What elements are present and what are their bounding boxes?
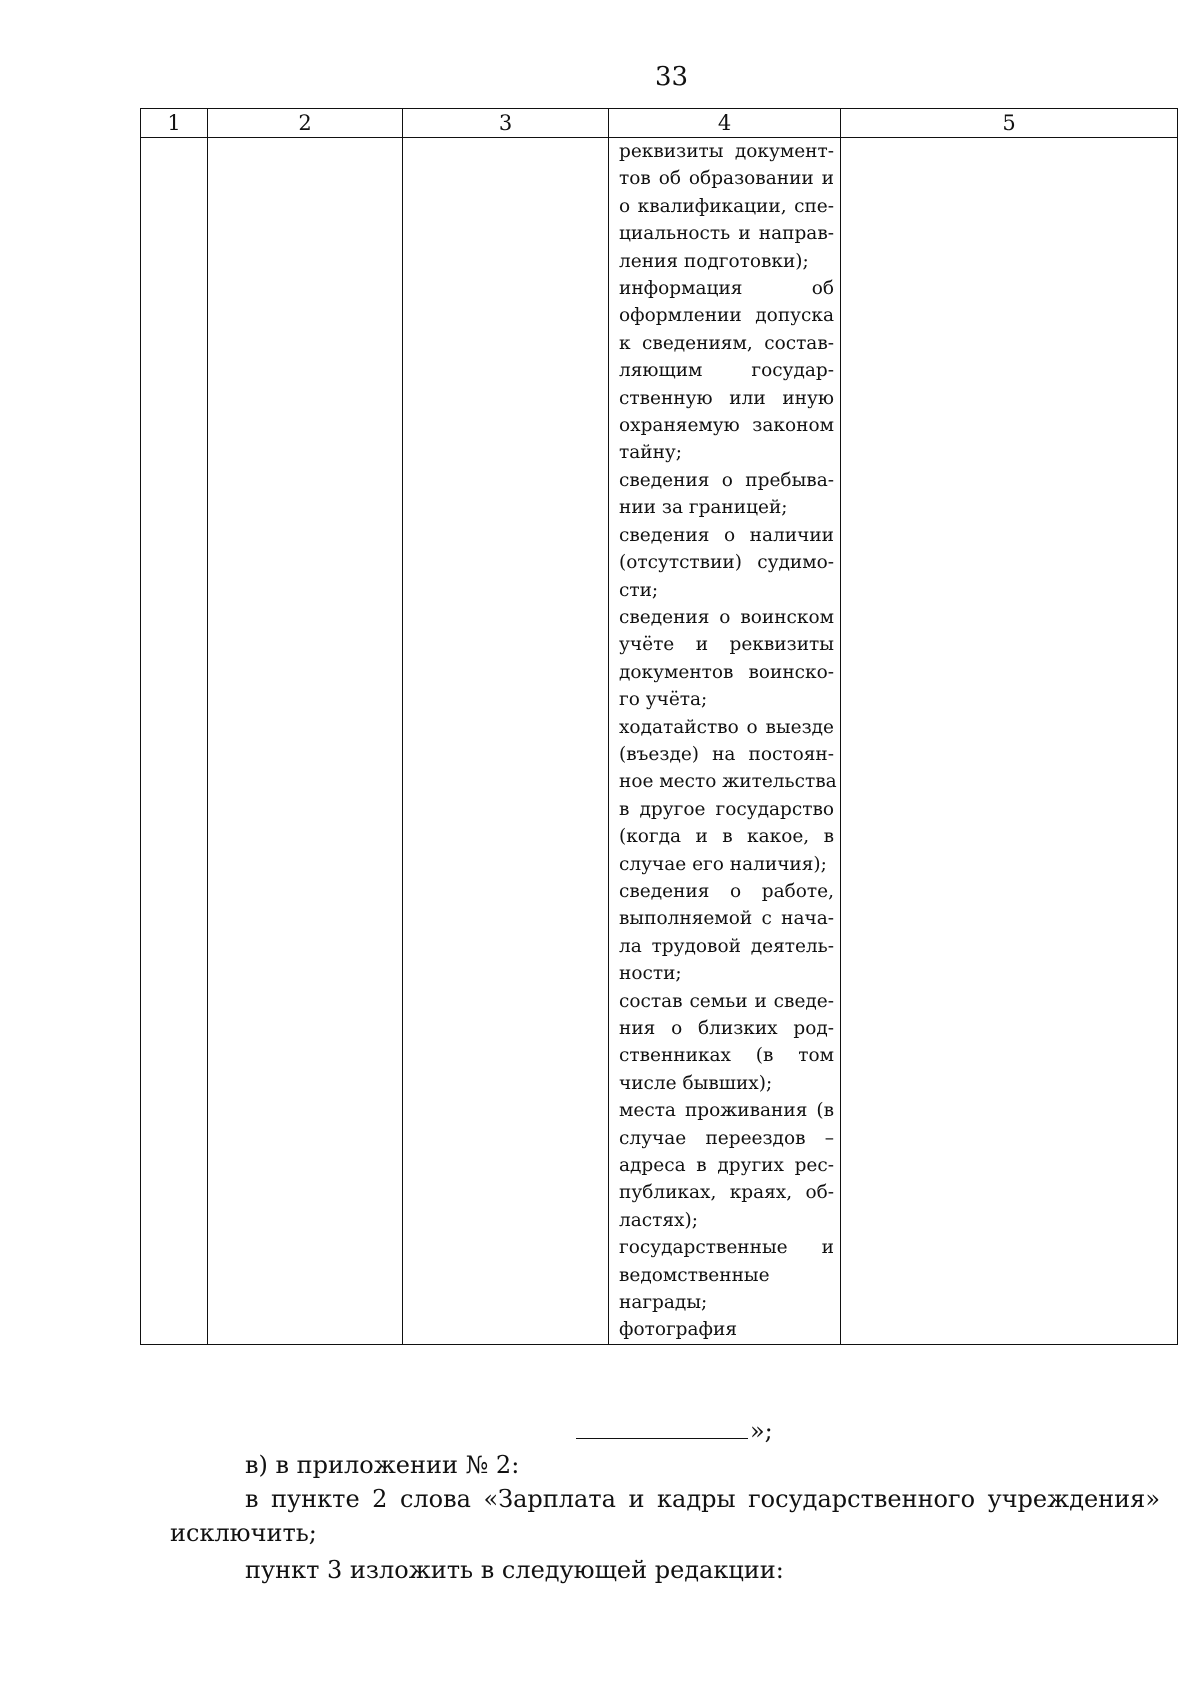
paragraph-point-3: пункт 3 изложить в следующей редакции: — [245, 1556, 784, 1584]
cell-col-3 — [403, 138, 609, 1345]
closing-quote-text: »; — [750, 1417, 773, 1445]
cell-text-line: ления подготовки); — [619, 250, 809, 272]
header-col-3: 3 — [403, 109, 609, 138]
paragraph-point-2 — [170, 1482, 1160, 1550]
cell-text-line: сведения о работе, — [619, 880, 834, 902]
cell-text-line: ластях); — [619, 1209, 698, 1231]
page-number: 33 — [654, 62, 689, 92]
cell-text-line: адреса в других рес- — [619, 1155, 834, 1177]
header-col-2: 2 — [208, 109, 403, 138]
cell-text-line: нии за границей; — [619, 497, 788, 519]
data-table — [140, 108, 1178, 1345]
cell-text-line: (въезде) на постоян- — [619, 743, 834, 765]
cell-text-line: места проживания (в — [619, 1100, 834, 1122]
cell-col-1 — [141, 138, 208, 1345]
header-col-5: 5 — [841, 109, 1178, 138]
cell-text-line: состав семьи и сведе- — [619, 990, 834, 1012]
cell-text-line: ственную или иную — [619, 387, 834, 409]
cell-text-line: публиках, краях, об- — [619, 1182, 834, 1204]
closing-quote — [576, 1417, 773, 1445]
paragraph-point-2-line-2: исключить; — [170, 1519, 317, 1547]
cell-text-line: фотография — [619, 1319, 738, 1341]
cell-text-line: тов об образовании и — [619, 168, 834, 190]
cell-text-line: ное место жительства — [619, 771, 837, 793]
cell-text-line: о квалификации, спе- — [619, 195, 834, 217]
cell-text-line: оформлении допуска — [619, 305, 834, 327]
cell-col-4 — [609, 138, 841, 1345]
cell-col-2 — [208, 138, 403, 1345]
cell-text-line: информация об — [619, 278, 834, 300]
cell-text-line: охраняемую законом — [619, 415, 834, 437]
cell-text-line: (отсутствии) судимо- — [619, 552, 834, 574]
cell-text-line: случае переездов – — [619, 1127, 834, 1149]
cell-text-line: сведения о пребыва- — [619, 469, 834, 491]
cell-text-line: циальность и направ- — [619, 223, 834, 245]
cell-text-line: тайну; — [619, 442, 683, 464]
cell-text-line: учёте и реквизиты — [619, 634, 834, 656]
table-header-row — [141, 109, 1178, 138]
cell-text-line: сти; — [619, 579, 659, 601]
paragraph-annex-2: в) в приложении № 2: — [245, 1451, 520, 1479]
header-col-1: 1 — [141, 109, 208, 138]
cell-text-line: го учёта; — [619, 689, 708, 711]
cell-text-line: к сведениям, состав- — [619, 332, 834, 354]
cell-col-5 — [841, 138, 1178, 1345]
cell-text-line: ла трудовой деятель- — [619, 935, 834, 957]
cell-text-line: реквизиты документ- — [619, 141, 834, 162]
cell-text-line: документов воинско- — [619, 661, 834, 683]
closing-rule — [576, 1418, 748, 1439]
table-row — [141, 138, 1178, 1345]
cell-text-line: ности; — [619, 963, 682, 985]
cell-text-line: государственные и — [619, 1237, 834, 1259]
cell-text-line: случае его наличия); — [619, 853, 827, 875]
cell-text-line: сведения о наличии — [619, 524, 834, 546]
cell-text-line: сведения о воинском — [619, 606, 834, 628]
cell-text-line: ляющим государ- — [619, 360, 834, 382]
cell-text-line: числе бывших); — [619, 1072, 773, 1094]
cell-text-line: ственниках (в том — [619, 1045, 834, 1067]
cell-text-line: ведомственные — [619, 1264, 770, 1286]
cell-text-line: (когда и в какое, в — [619, 826, 834, 848]
cell-text-line: выполняемой с нача- — [619, 908, 834, 930]
cell-text-line: в другое государство — [619, 798, 834, 820]
cell-text-line: ходатайство о выезде — [619, 716, 834, 738]
cell-text-line: ния о близких род- — [619, 1018, 834, 1039]
paragraph-point-2-line-1: в пункте 2 слова «Зарплата и кадры государственного учреждения» — [245, 1485, 1160, 1513]
header-col-4: 4 — [609, 109, 841, 138]
cell-text-line: награды; — [619, 1292, 708, 1314]
